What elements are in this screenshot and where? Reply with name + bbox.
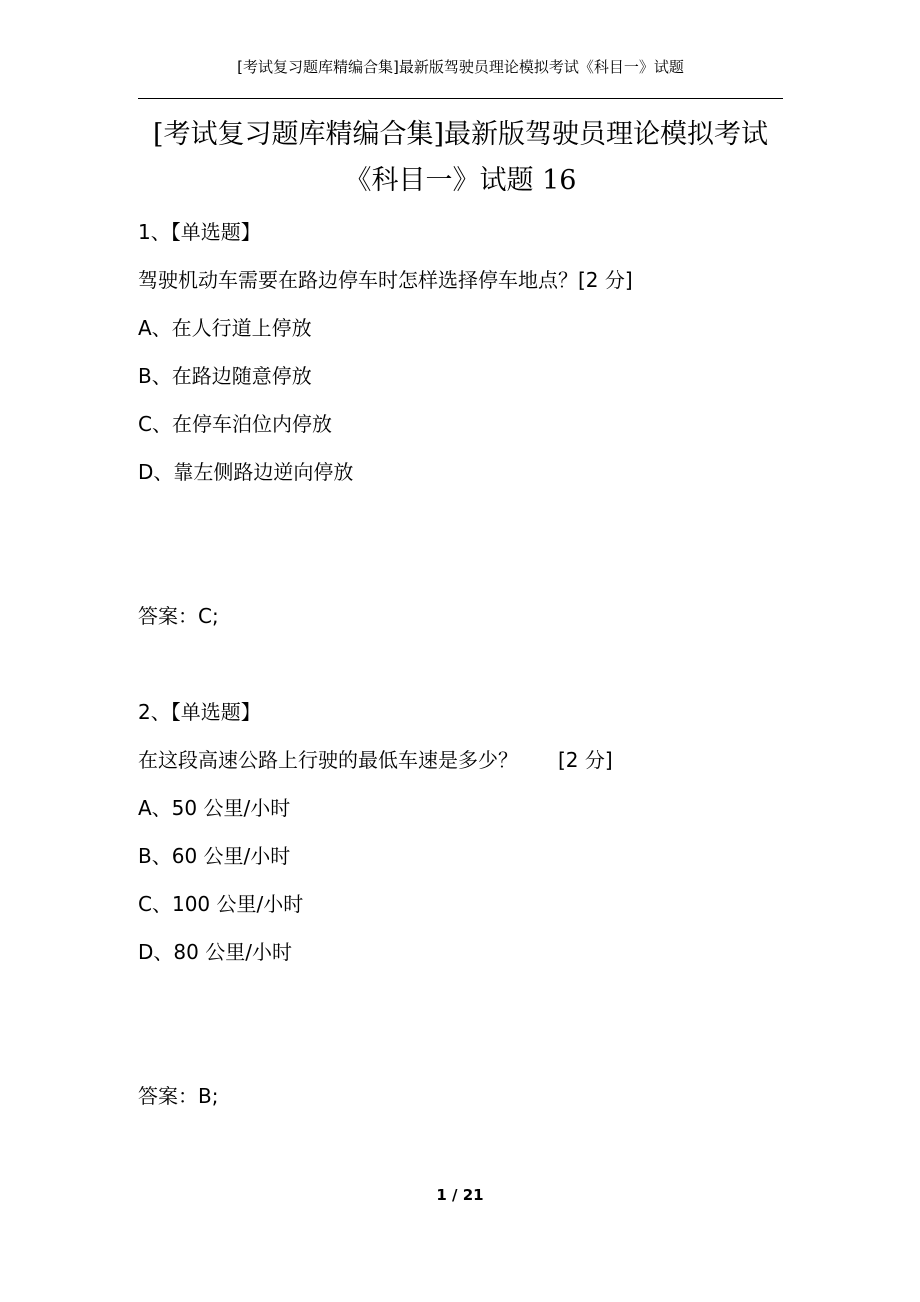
answer-option-b: B、在路边随意停放 [138,364,312,388]
question-text: 在这段高速公路上行驶的最低车速是多少？ [2 分] [138,748,613,772]
question-heading: 2、【单选题】 [138,700,261,724]
spacer [138,498,783,594]
answer-option-b: B、60 公里/小时 [138,844,291,868]
question-block-1 [138,210,783,690]
spacer [138,642,783,690]
answer-option-a: A、在人行道上停放 [138,316,312,340]
answer-option-a: A、50 公里/小时 [138,796,291,820]
answer-option-d: D、80 公里/小时 [138,940,292,964]
answer-option-c: C、在停车泊位内停放 [138,412,332,436]
page-number: 1 / 21 [436,1186,484,1204]
document-title-line-2: 《科目一》试题 16 [344,165,577,196]
running-header: [考试复习题库精编合集]最新版驾驶员理论模拟考试《科目一》试题 [237,58,684,76]
correct-answer: 答案：B; [138,1084,219,1108]
correct-answer: 答案：C; [138,604,219,628]
answer-option-c: C、100 公里/小时 [138,892,304,916]
question-block-2 [138,690,783,1122]
spacer [138,978,783,1074]
question-heading: 1、【单选题】 [138,220,261,244]
answer-option-d: D、靠左侧路边逆向停放 [138,460,354,484]
question-text: 驾驶机动车需要在路边停车时怎样选择停车地点？[2 分] [138,268,633,292]
header-divider [138,98,783,99]
document-title [138,112,783,204]
question-list [138,210,783,1122]
document-title-line-1: [考试复习题库精编合集]最新版驾驶员理论模拟考试 [152,119,769,150]
